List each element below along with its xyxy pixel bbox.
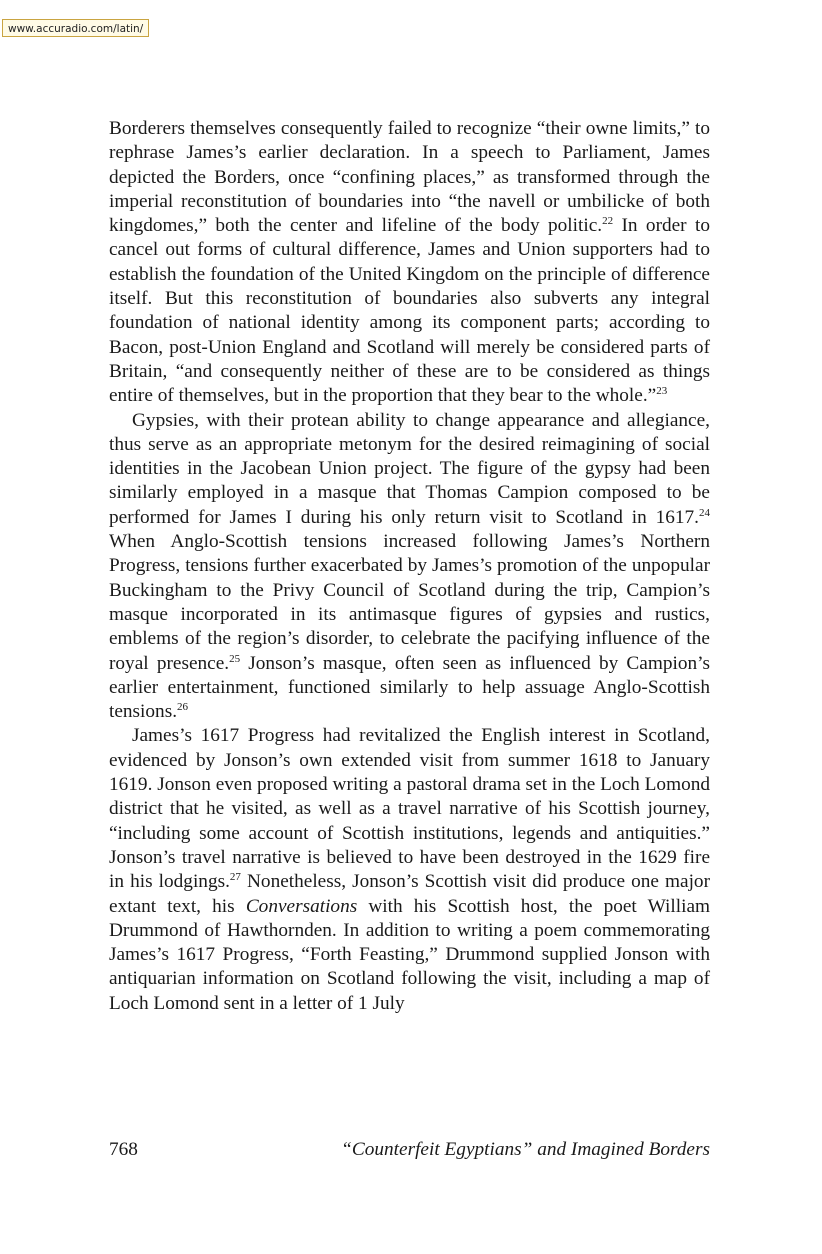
footnote-marker-25[interactable]: 25 bbox=[229, 652, 241, 665]
footnote-marker-24[interactable]: 24 bbox=[699, 506, 710, 519]
page-number: 768 bbox=[109, 1139, 138, 1160]
footnote-marker-23[interactable]: 23 bbox=[656, 385, 668, 398]
p3-text-3: with his Scottish host, the poet William Drummond of Hawthornden. In addition to writing a poem commemorating James’s 1617 Progress, “Forth Feasting,” Drummond supplied Jonson with antiquarian information on Scotland following the visit, including a map of Loch Lomond sent in a letter of 1 July bbox=[109, 895, 710, 1014]
p3-text-1: James’s 1617 Progress had revitalized the English interest in Scotland, evidenced by Jonson’s own extended visit from summer 1618 to January 1619. Jonson even proposed writing a pastoral drama set in the Loch Lomond district that he visited, as well as a travel narrative of his Scottish journey, “including some account of Scottish institutions, legends and antiquities.” Jonson’s travel narrative is believed to have been destroyed in the 1629 fire in his lodgings. bbox=[109, 725, 710, 893]
body-text bbox=[109, 117, 710, 1016]
p3-text-2: Nonetheless, Jonson’s Scottish visit did produce one major extant text, his bbox=[109, 871, 710, 917]
p1-text-1: Borderers themselves consequently failed to recognize “their owne limits,” to rephrase James’s earlier declaration. In a speech to Parliament, James depicted the Borders, once “confining places,” as transformed through the imperial reconstitution of boundaries into “the navell or umbilicke of both kingdomes,” both the center and lifeline of the body politic. bbox=[109, 118, 710, 237]
url-tag: www.accuradio.com/latin/ bbox=[2, 19, 149, 37]
running-title: “Counterfeit Egyptians” and Imagined Borders bbox=[341, 1139, 710, 1160]
paragraph-2 bbox=[109, 409, 710, 725]
conversations-title: Conversations bbox=[245, 895, 358, 917]
p1-text-2: In order to cancel out forms of cultural difference, James and Union supporters had to establish the foundation of the United Kingdom on the principle of difference itself. But this reconstitution of boundaries also subverts any integral foundation of national identity among its component parts; according to Bacon, post-Union England and Scotland will merely be considered parts of Britain, “and consequently neither of these are to be considered as things entire of themselves, but in the proportion that they bear to the whole.” bbox=[109, 215, 710, 407]
p2-text-3: Jonson’s masque, often seen as influenced by Campion’s earlier entertainment, functioned similarly to help assuage Anglo-Scottish tensions. bbox=[109, 652, 710, 723]
footnote-marker-22[interactable]: 22 bbox=[602, 215, 614, 228]
paragraph-3 bbox=[109, 724, 710, 1016]
footnote-marker-26[interactable]: 26 bbox=[177, 701, 189, 714]
p2-text-2: When Anglo-Scottish tensions increased following James’s Northern Progress, tensions further exacerbated by James’s promotion of the unpopular Buckingham to the Privy Council of Scotland during the trip, Campion’s masque incorporated in its antimasque figures of gypsies and rustics, emblems of the region’s disorder, to celebrate the pacifying influence of the royal presence. bbox=[109, 531, 710, 674]
footnote-marker-27[interactable]: 27 bbox=[229, 871, 241, 884]
page-footer bbox=[109, 1137, 710, 1163]
paragraph-1 bbox=[109, 117, 710, 409]
p2-text-1: Gypsies, with their protean ability to change appearance and allegiance, thus serve as an appropriate metonym for the desired reimagining of social identities in the Jacobean Union project. The figure of the gypsy had been similarly employed in a masque that Thomas Campion composed to be performed for James I during his only return visit to Scotland in 1617. bbox=[109, 409, 710, 528]
